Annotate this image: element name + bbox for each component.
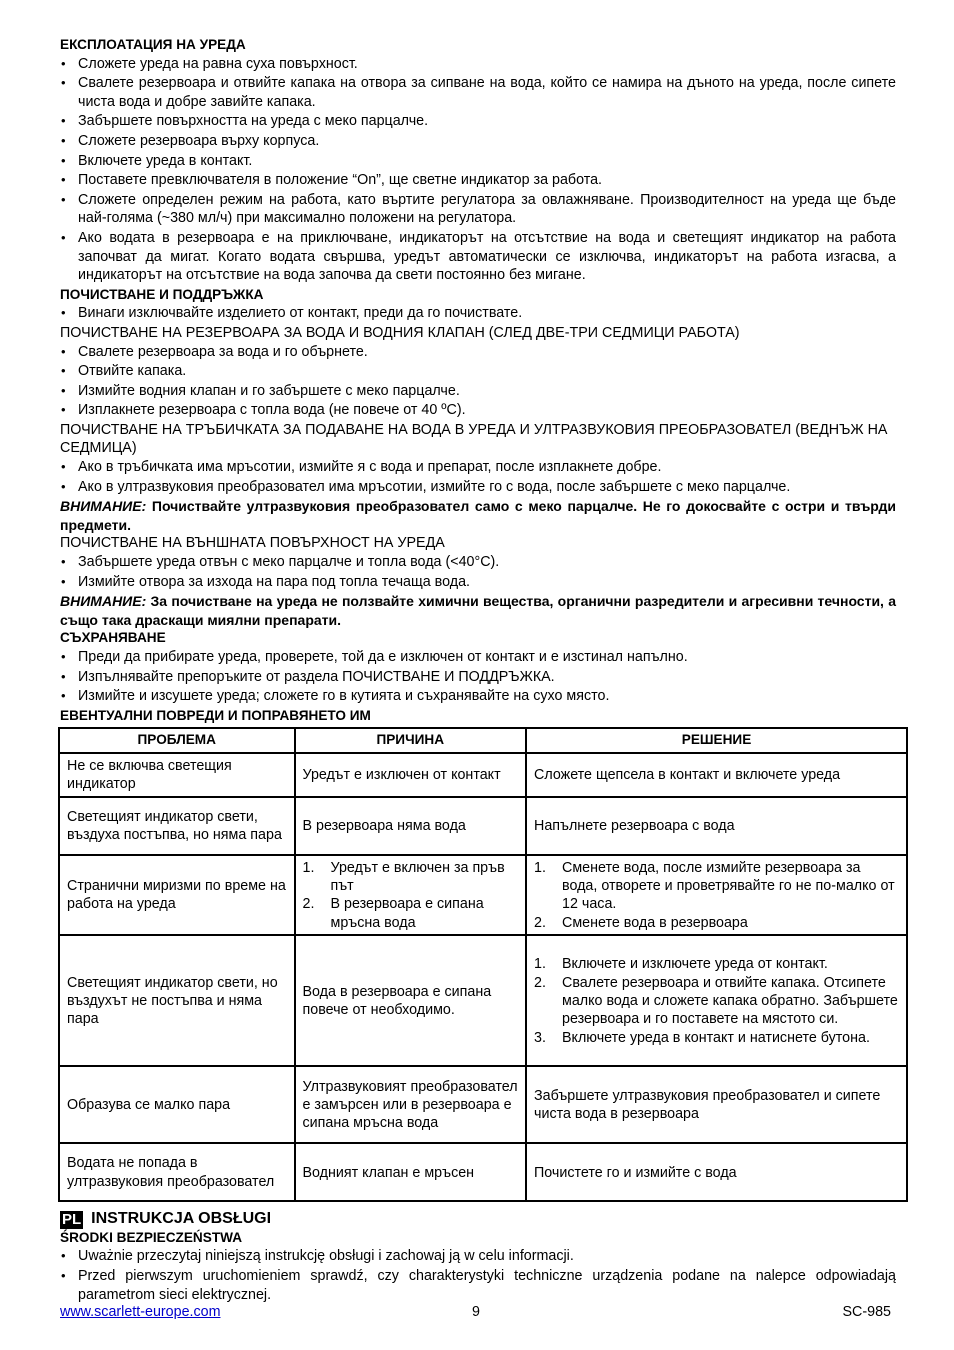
language-badge: PL (62, 1210, 82, 1228)
table-cell: Образува се малко пара (59, 1066, 295, 1143)
list-item: • Uważnie przeczytaj niniejszą instrukcję obsługi i zachowaj ją w celu informacji. (60, 1247, 896, 1266)
list-item: • Измийте отвора за изхода на пара под топла течаща вода. (60, 573, 896, 592)
list-item: • Забършете повърхността на уреда с меко парцалче. (60, 112, 896, 131)
subsection-title-tube: ПОЧИСТВАНЕ НА ТРЪБИЧКАТА ЗА ПОДАВАНЕ НА ВОДА В УРЕДА И УЛТРАЗВУКОВИЯ ПРЕОБРАЗОВАТЕЛ (ВЕДНЪЖ НА СЕДМИЦА) (60, 421, 888, 457)
pl-title: INSTRUKCJA OBSŁUGI (91, 1210, 272, 1228)
list-item: • Ако в ултразвуковия преобразовател има мръсотии, измийте го с вода, после забършете с меко парцалче. (60, 478, 896, 497)
column-header: РЕШЕНИЕ (526, 728, 907, 752)
warning-label: ВНИМАНИЕ: (60, 593, 147, 610)
solution-list (534, 859, 899, 933)
table-cell: Уредът е изключен от контакт (295, 753, 527, 797)
table-row (59, 935, 907, 1066)
table-cell: Светещият индикатор свети, въздуха постъпва, но няма пара (59, 797, 295, 855)
table-cell: Не се включва светещия индикатор (59, 753, 295, 797)
list-item: • Сложете резервоара върху корпуса. (60, 132, 896, 151)
table-row (59, 753, 907, 797)
list-item: 3. Включете уреда в контакт и натиснете бутона. (534, 1029, 870, 1046)
list-item: • Свалете резервоара и отвийте капака на отвора за сипване на вода, който се намира на дъното на уреда, после сипете чиста вода и добре завийте капака. (60, 74, 896, 111)
table-cell: Почистете го и измийте с вода (526, 1143, 907, 1201)
table-cell: Светещият индикатор свети, но въздухът не постъпва и няма пара (59, 935, 295, 1066)
list-item: 2. Сменете вода в резервоара (534, 914, 748, 931)
list-item: • Поставете превключвателя в положение “On”, ще светне индикатор за работа. (60, 171, 896, 190)
table-row (59, 797, 907, 855)
table-cell: Сложете щепсела в контакт и включете уреда (526, 753, 907, 797)
model-number: SC-985 (842, 1304, 891, 1320)
section-title-storage: СЪХРАНЯВАНЕ (60, 630, 166, 646)
list-item: 1. Сменете вода, после измийте резервоара за вода, отворете и проветрявайте го не по-малко от 12 часа. (534, 859, 895, 913)
list-item: • Свалете резервоара за вода и го обърнете. (60, 343, 896, 362)
list-item: • Включете уреда в контакт. (60, 152, 896, 171)
storage-list (60, 648, 896, 706)
list-item: 2. В резервоара е сипана мръсна вода (302, 896, 484, 931)
warning-ultrasonic (60, 497, 896, 534)
table-cell: Забършете ултразвуковия преобразовател и сипете чиста вода в резервоара (526, 1066, 907, 1143)
table-cell (526, 855, 907, 936)
list-item: • Измийте и изсушете уреда; сложете го в кутията и съхранявайте на сухо място. (60, 687, 896, 706)
table-cell: Ултразвуковият преобразовател е замърсен или в резервоара е сипана мръсна вода (295, 1066, 527, 1143)
pl-safety-list (60, 1247, 896, 1304)
table-row (59, 1066, 907, 1143)
list-item: • Преди да прибирате уреда, проверете, той да е изключен от контакт и е изстинал напълно. (60, 648, 896, 667)
cleaning-list (60, 304, 896, 323)
exterior-cleaning-list (60, 553, 896, 591)
list-item: 1. Уредът е включен за пръв път (302, 859, 505, 894)
warning-text: За почистване на уреда не ползвайте химични вещества, органични разредители и агресивни течности, а също така драскащи миялни препарати. (60, 593, 896, 628)
tank-cleaning-list (60, 343, 896, 420)
table-cell (526, 935, 907, 1066)
table-cell: Вода в резервоара е сипана повече от необходимо. (295, 935, 527, 1066)
list-item: 2. Свалете резервоара и отвийте капака. Отсипете малко вода и сложете капака обратно. Забършете резервоара и го поставете на мястото си. (534, 974, 898, 1028)
list-item: • Забършете уреда отвън с меко парцалче и топла вода (<40°C). (60, 553, 896, 572)
table-cell: Странични миризми по време на работа на уреда (59, 855, 295, 936)
list-item: • Изплакнете резервоара с топла вода (не повече от 40 ºC). (60, 401, 896, 420)
table-row (59, 855, 907, 936)
warning-label: ВНИМАНИЕ: (60, 498, 147, 515)
list-item: • Przed pierwszym uruchomieniem sprawdź, czy charakterystyki techniczne urządzenia podane na nalepce odpowiadają parametrom sieci elektrycznej. (60, 1267, 896, 1304)
subsection-title-tank: ПОЧИСТВАНЕ НА РЕЗЕРВОАРА ЗА ВОДА И ВОДНИЯ КЛАПАН (СЛЕД ДВЕ-ТРИ СЕДМИЦИ РАБОТА) (60, 324, 740, 341)
list-item: • Изпълнявайте препоръките от раздела ПОЧИСТВАНЕ И ПОДДРЪЖКА. (60, 668, 896, 687)
table-cell: Напълнете резервоара с вода (526, 797, 907, 855)
page-content (60, 36, 896, 1305)
column-header: ПРИЧИНА (295, 728, 527, 752)
troubleshooting-table (58, 727, 908, 1202)
list-item: • Сложете определен режим на работа, като въртите регулатора за овлажняване. Производителност на уреда ще бъде най-голяма (~380 мл/ч) при максимално положени на регулатора. (60, 191, 896, 228)
pl-subtitle: ŚRODKI BEZPIECZEŃSTWA (60, 1229, 243, 1245)
section-title-troubleshooting: ЕВЕНТУАЛНИ ПОВРЕДИ И ПОПРАВЯНЕТО ИМ (60, 707, 371, 723)
list-item: • Сложете уреда на равна суха повърхност. (60, 55, 896, 74)
list-item: • Ако в тръбичката има мръсотии, измийте я с вода и препарат, после изплакнете добре. (60, 458, 896, 477)
table-row (59, 1143, 907, 1201)
list-item: • Отвийте капака. (60, 362, 896, 381)
warning-text: Почиствайте ултразвуковия преобразовател само с меко парцалче. Не го докосвайте с остри и твърди предмети. (60, 498, 897, 533)
website-link[interactable]: www.scarlett-europe.com (60, 1304, 221, 1320)
section-title-cleaning: ПОЧИСТВАНЕ И ПОДДРЪЖКА (60, 286, 264, 302)
table-cell: В резервоара няма вода (295, 797, 527, 855)
table-cell (295, 855, 527, 936)
list-item: • Ако водата в резервоара е на приключване, индикаторът на отсътствие на вода и светещият индикатор на работа започват да мигат. Когато водата свършва, уредът автоматически се изключва, индикаторът на работа изгасва, а индикаторът на отсътствие на вода започва да свети постоянно без мигане. (60, 229, 896, 285)
subsection-title-exterior: ПОЧИСТВАНЕ НА ВЪНШНАТА ПОВЪРХНОСТ НА УРЕДА (60, 535, 445, 552)
column-header: ПРОБЛЕМА (59, 728, 295, 752)
table-cell: Водата не попада в ултразвуковия преобразовател (59, 1143, 295, 1201)
tube-cleaning-list (60, 458, 896, 496)
pl-section-header (60, 1210, 896, 1229)
list-item: • Винаги изключвайте изделието от контакт, преди да го почиствате. (60, 304, 896, 323)
table-cell: Водният клапан е мръсен (295, 1143, 527, 1201)
warning-chemicals (60, 592, 896, 629)
page-number: 9 (472, 1304, 480, 1320)
table-header-row (59, 728, 907, 752)
operation-list (60, 55, 896, 285)
cause-list (303, 859, 519, 933)
solution-list (534, 955, 899, 1047)
list-item: 1. Включете и изключете уреда от контакт. (534, 956, 828, 973)
section-title-operation: ЕКСПЛОАТАЦИЯ НА УРЕДА (60, 37, 246, 52)
list-item: • Измийте водния клапан и го забършете с меко парцалче. (60, 382, 896, 401)
